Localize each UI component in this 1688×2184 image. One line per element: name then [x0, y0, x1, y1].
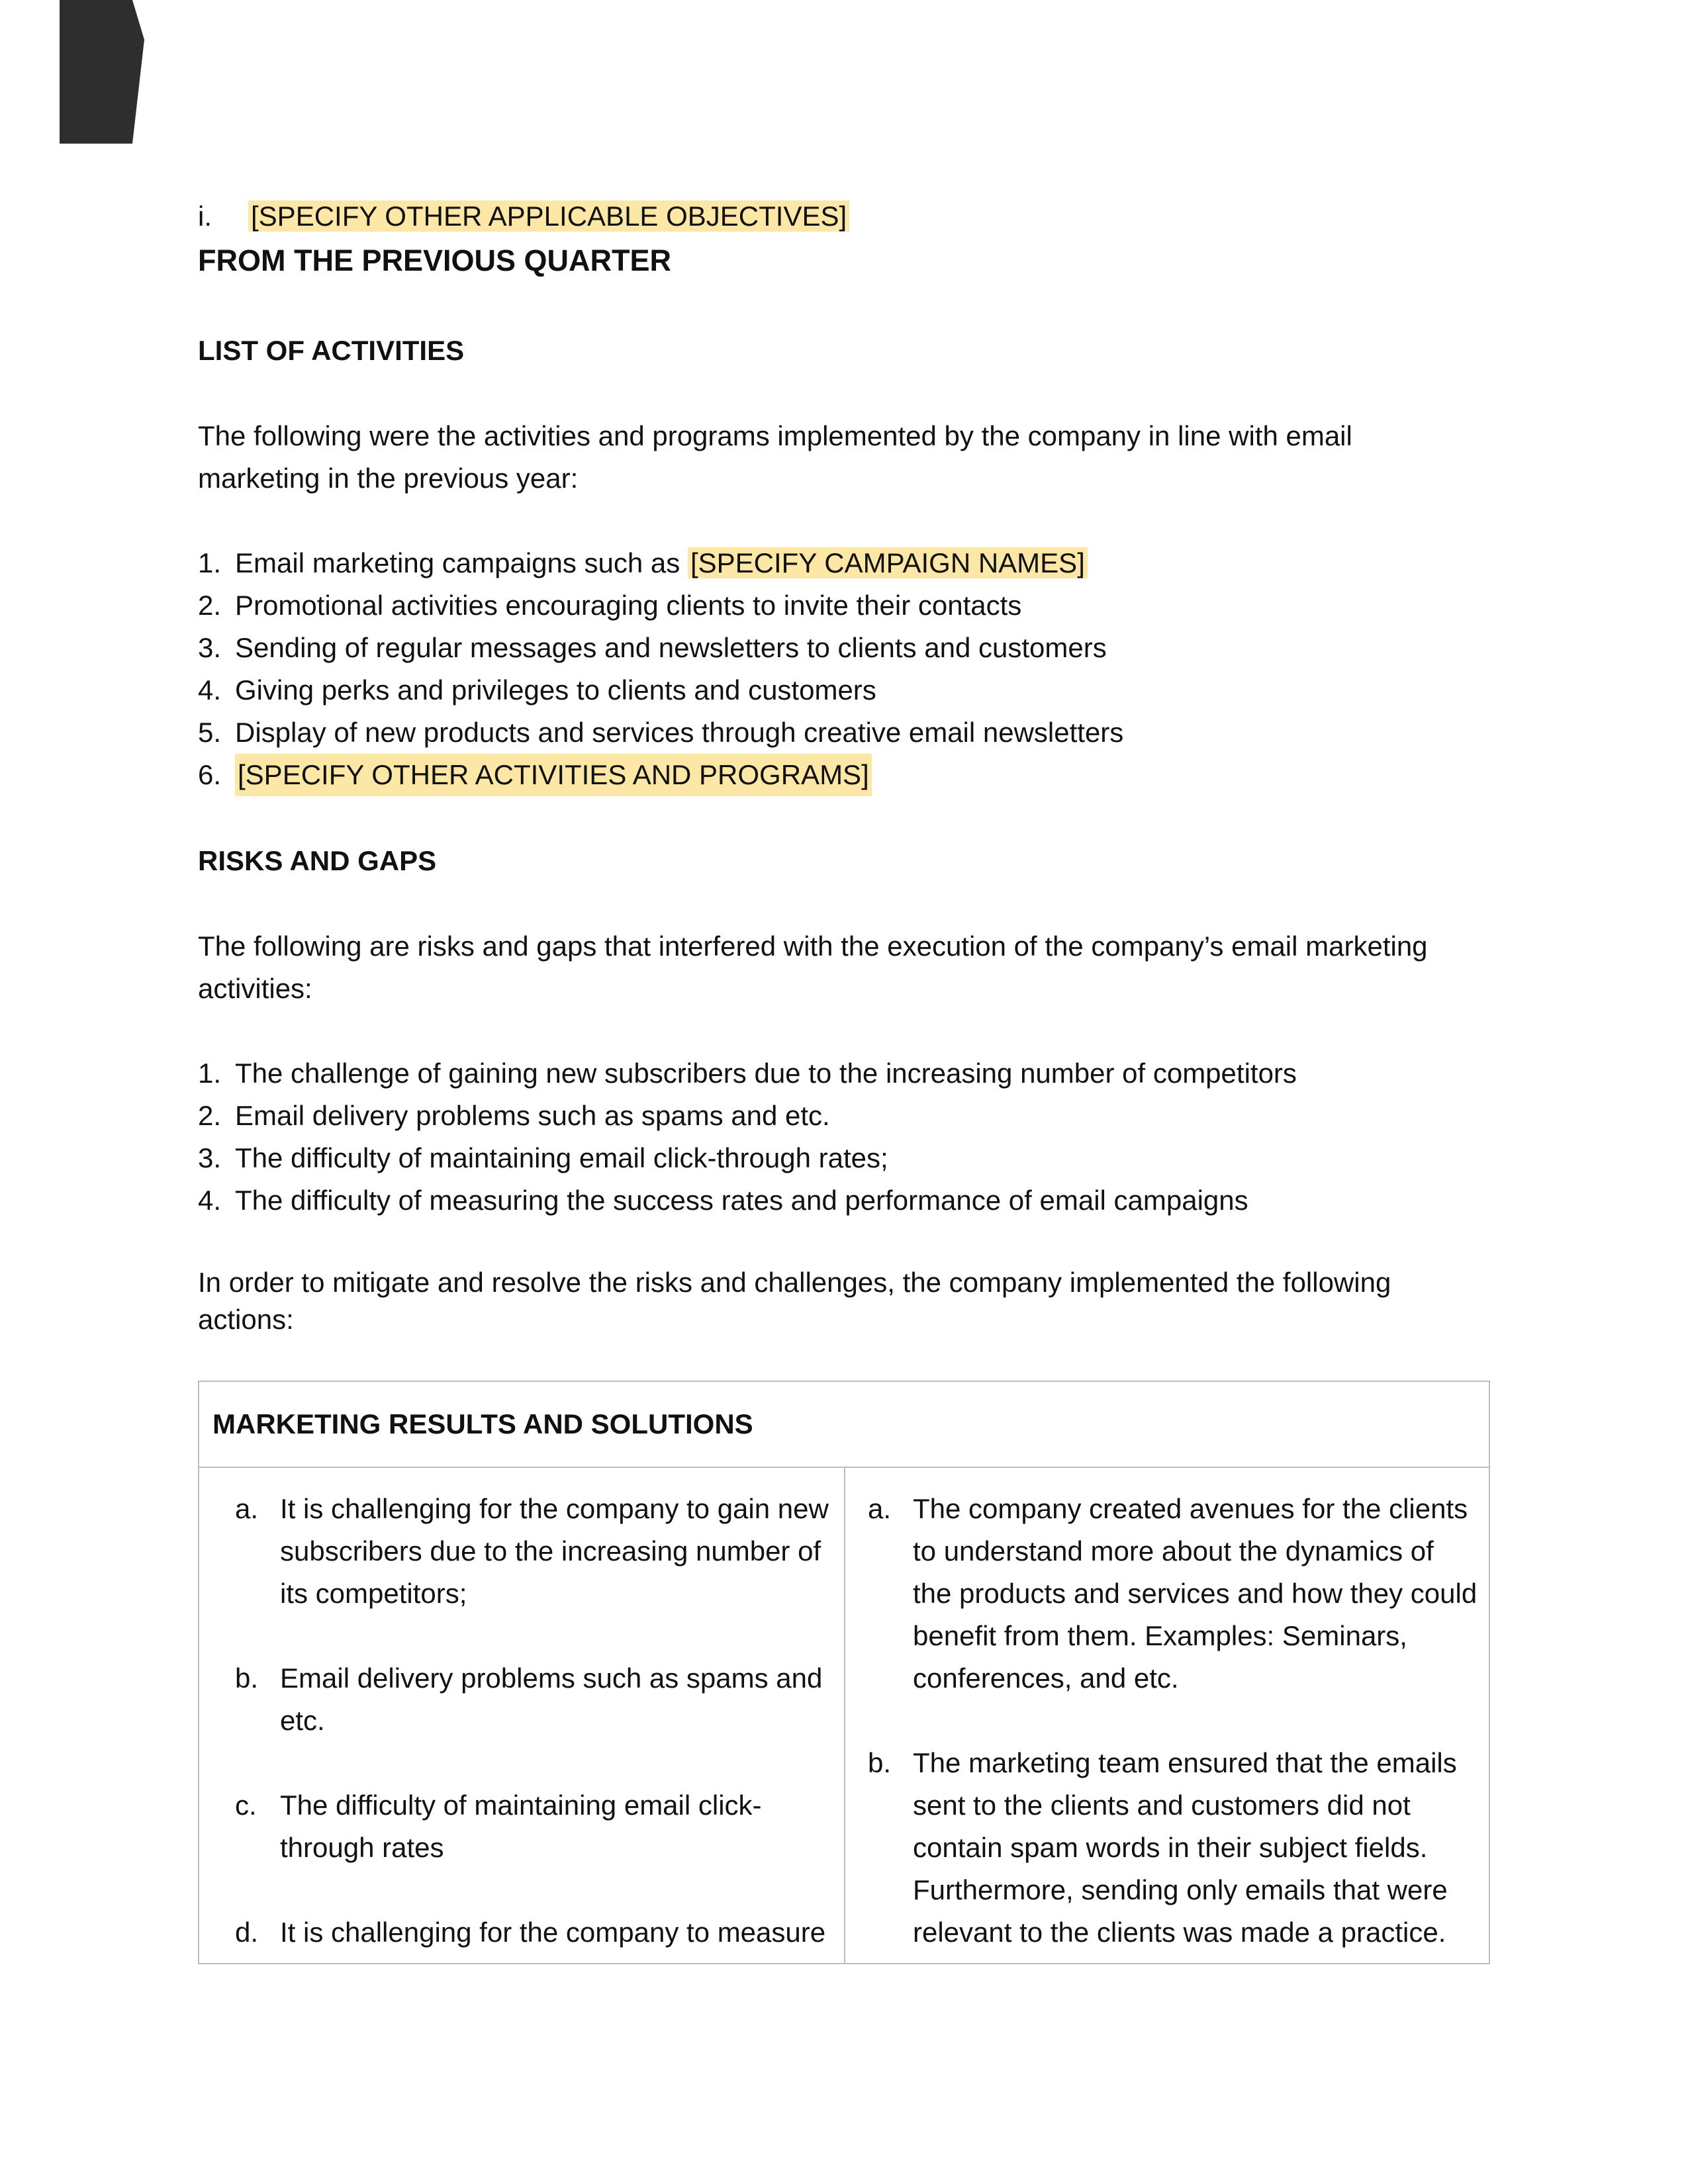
risks-list — [198, 1052, 1297, 1222]
item-letter: b. — [235, 1662, 259, 1694]
risks-heading: RISKS AND GAPS — [198, 845, 437, 876]
solutions-column — [845, 1468, 1489, 1963]
item-letter: c. — [235, 1790, 257, 1821]
list-item: 4. Giving perks and privileges to clients and customers — [198, 669, 1123, 711]
list-item: 1. Email marketing campaigns such as [SPECIFY CAMPAIGN NAMES] — [198, 542, 1123, 584]
mitigation-intro — [198, 1264, 1456, 1338]
list-item: 6. [SPECIFY OTHER ACTIVITIES AND PROGRAMS] — [198, 754, 1123, 796]
objectives-item — [198, 195, 849, 238]
list-item: 4. The difficulty of measuring the success rates and performance of email campaigns — [198, 1179, 1297, 1222]
risks-intro-line-1: The following are risks and gaps that interfered with the execution of the company’s email marketing — [198, 931, 1428, 962]
activities-intro — [198, 415, 1456, 500]
problem-a-text: It is challenging for the company to gain new subscribers due to the increasing number of its competitors; — [280, 1493, 829, 1609]
list-item: 2. Email delivery problems such as spams and etc. — [198, 1095, 1297, 1137]
problem-c-text: The difficulty of maintaining email click-through rates — [280, 1790, 762, 1863]
activity-4-text: Giving perks and privileges to clients and customers — [235, 674, 876, 705]
problem-b-text: Email delivery problems such as spams and etc. — [280, 1662, 823, 1736]
list-item — [199, 1657, 844, 1742]
list-item: 5. Display of new products and services through creative email newsletters — [198, 711, 1123, 754]
risks-intro — [198, 925, 1456, 1010]
activities-intro-line-1: The following were the activities and programs implemented by the company in line with email — [198, 420, 1352, 451]
problems-column — [199, 1468, 845, 1963]
list-item — [845, 1742, 1489, 1954]
risk-3-text: The difficulty of maintaining email click-through rates; — [235, 1142, 888, 1173]
list-item — [199, 1911, 844, 1954]
solution-a-text: The company created avenues for the clients to understand more about the dynamics of the products and services and how they could benefit from them. Examples: Seminars, conferences, and etc. — [913, 1493, 1477, 1694]
list-item: 2. Promotional activities encouraging clients to invite their contacts — [198, 584, 1123, 627]
mitigation-line-1: In order to mitigate and resolve the risks and challenges, the company implemented the following — [198, 1267, 1391, 1298]
list-item: 1. The challenge of gaining new subscribers due to the increasing number of competitors — [198, 1052, 1297, 1095]
section-heading-previous-quarter: FROM THE PREVIOUS QUARTER — [198, 244, 672, 277]
activities-heading: LIST OF ACTIVITIES — [198, 335, 465, 366]
risk-2-text: Email delivery problems such as spams and etc. — [235, 1100, 830, 1131]
risk-4-text: The difficulty of measuring the success rates and performance of email campaigns — [235, 1185, 1248, 1216]
activity-1-text: Email marketing campaigns such as — [235, 547, 688, 578]
table-title: MARKETING RESULTS AND SOLUTIONS — [199, 1382, 1489, 1468]
risk-1-text: The challenge of gaining new subscribers due to the increasing number of competitors — [235, 1058, 1297, 1089]
risks-intro-line-2: activities: — [198, 973, 312, 1004]
campaign-names-placeholder: [SPECIFY CAMPAIGN NAMES] — [688, 547, 1088, 578]
objectives-placeholder: [SPECIFY OTHER APPLICABLE OBJECTIVES] — [248, 201, 849, 232]
activity-5-text: Display of new products and services through creative email newsletters — [235, 717, 1124, 748]
activities-list — [198, 542, 1123, 796]
list-item: 3. Sending of regular messages and newsletters to clients and customers — [198, 627, 1123, 669]
problem-d-text: It is challenging for the company to measure — [280, 1917, 826, 1948]
item-letter: a. — [868, 1493, 892, 1524]
list-item — [845, 1488, 1489, 1700]
list-item — [199, 1488, 844, 1615]
activities-intro-line-2: marketing in the previous year: — [198, 463, 579, 494]
marketing-results-table — [198, 1381, 1490, 1964]
mitigation-line-2: actions: — [198, 1304, 294, 1335]
item-letter: d. — [235, 1917, 259, 1948]
corner-tab-decoration — [60, 0, 144, 144]
list-item: 3. The difficulty of maintaining email click-through rates; — [198, 1137, 1297, 1179]
list-item — [199, 1784, 844, 1869]
item-letter: a. — [235, 1493, 259, 1524]
other-activities-placeholder: [SPECIFY OTHER ACTIVITIES AND PROGRAMS] — [235, 754, 872, 796]
objectives-marker: i. — [198, 201, 212, 232]
solution-b-text: The marketing team ensured that the emails sent to the clients and customers did not contain spam words in their subject fields. Furthermore, sending only emails that were relevant to the clients was made a practice. — [913, 1747, 1457, 1948]
item-letter: b. — [868, 1747, 892, 1778]
activity-2-text: Promotional activities encouraging clients to invite their contacts — [235, 590, 1022, 621]
activity-3-text: Sending of regular messages and newsletters to clients and customers — [235, 632, 1107, 663]
